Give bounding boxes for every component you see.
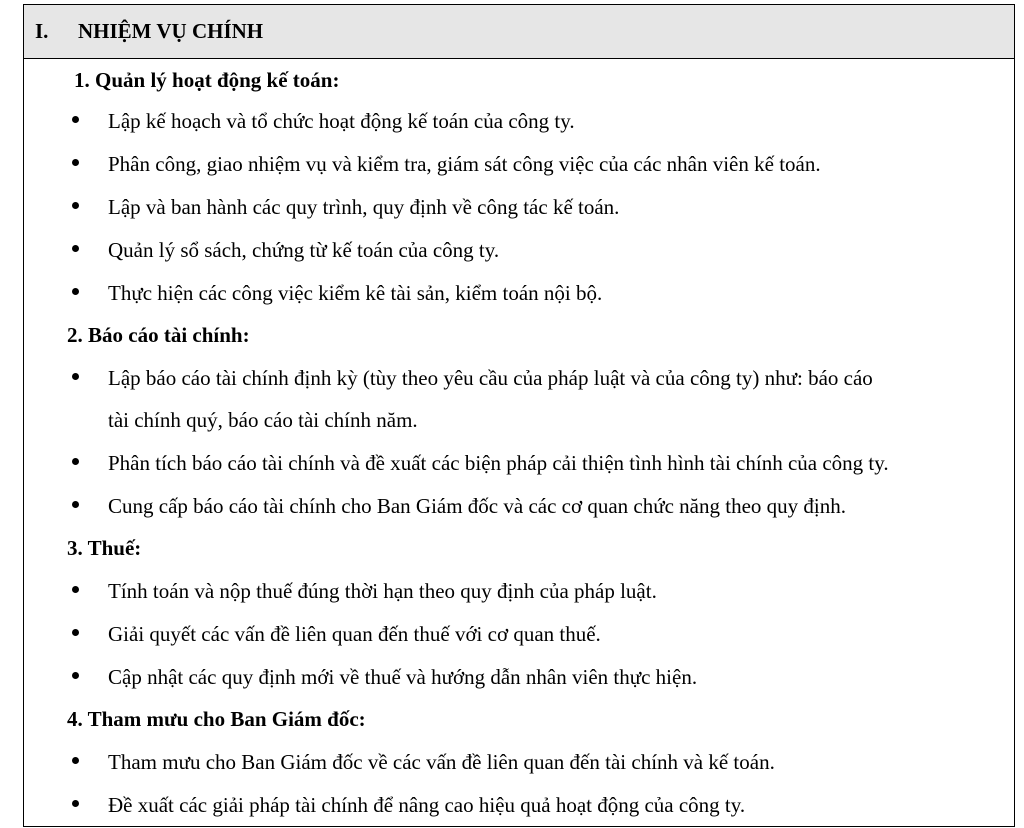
list-item: Quản lý sổ sách, chứng từ kế toán của công ty.	[108, 238, 500, 262]
list-item: Lập kế hoạch và tổ chức hoạt động kế toán của công ty.	[108, 109, 575, 133]
list-item: Tính toán và nộp thuế đúng thời hạn theo quy định của pháp luật.	[108, 579, 657, 603]
bullet-icon	[72, 757, 79, 764]
list-item: Giải quyết các vấn đề liên quan đến thuế với cơ quan thuế.	[108, 622, 601, 646]
group-heading-financial-report: 2. Báo cáo tài chính:	[67, 323, 250, 347]
bullet-icon	[72, 245, 79, 252]
group-heading-accounting: 1. Quản lý hoạt động kế toán:	[74, 68, 340, 92]
list-item: Lập và ban hành các quy trình, quy định về công tác kế toán.	[108, 195, 620, 219]
bullet-icon	[72, 501, 79, 508]
list-item: Đề xuất các giải pháp tài chính để nâng cao hiệu quả hoạt động của công ty.	[108, 793, 746, 817]
bullet-icon	[72, 458, 79, 465]
bullet-icon	[72, 672, 79, 679]
bullet-icon	[72, 202, 79, 209]
section-header	[24, 5, 1014, 59]
bullet-icon	[72, 373, 79, 380]
section-numeral: I.	[35, 19, 49, 43]
section-title: NHIỆM VỤ CHÍNH	[78, 19, 264, 43]
duties-table	[23, 4, 1015, 827]
bullet-icon	[72, 800, 79, 807]
bullet-icon	[72, 159, 79, 166]
list-item: Phân tích báo cáo tài chính và đề xuất các biện pháp cải thiện tình hình tài chính của công ty.	[108, 451, 889, 475]
list-item: Thực hiện các công việc kiểm kê tài sản, kiểm toán nội bộ.	[108, 281, 603, 305]
bullet-icon	[72, 288, 79, 295]
group-heading-advisory: 4. Tham mưu cho Ban Giám đốc:	[67, 707, 366, 731]
bullet-icon	[72, 629, 79, 636]
list-item-continuation: tài chính quý, báo cáo tài chính năm.	[108, 408, 418, 432]
list-item: Lập báo cáo tài chính định kỳ (tùy theo yêu cầu của pháp luật và của công ty) như: báo cáo	[108, 366, 873, 390]
list-item: Cung cấp báo cáo tài chính cho Ban Giám đốc và các cơ quan chức năng theo quy định.	[108, 494, 846, 518]
bullet-icon	[72, 586, 79, 593]
list-item: Cập nhật các quy định mới về thuế và hướng dẫn nhân viên thực hiện.	[108, 665, 698, 689]
list-item: Phân công, giao nhiệm vụ và kiểm tra, giám sát công việc của các nhân viên kế toán.	[108, 152, 821, 176]
bullet-icon	[72, 116, 79, 123]
list-item: Tham mưu cho Ban Giám đốc về các vấn đề liên quan đến tài chính và kế toán.	[108, 750, 775, 774]
group-heading-tax: 3. Thuế:	[67, 536, 142, 560]
